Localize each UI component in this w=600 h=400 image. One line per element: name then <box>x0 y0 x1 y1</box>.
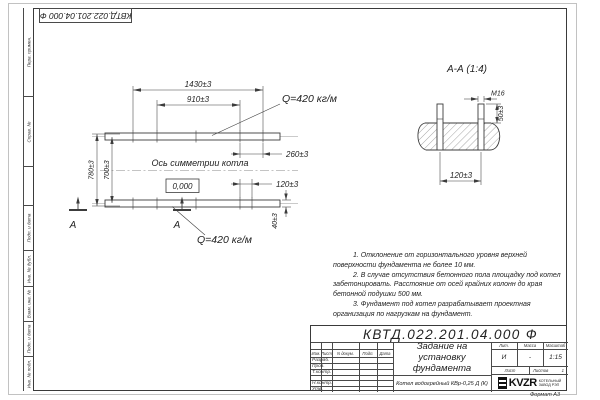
top-embedded-bar <box>105 133 280 140</box>
margin-field-podp-data-2: Подп. и дата <box>24 322 34 357</box>
note-3: 3. Фундамент под котел разрабатывает проектная организация по нагрузкам на фундамент. <box>333 300 531 318</box>
note-1: 1. Отклонение от горизонтального уровня верхней поверхности фундамента не более 10 мм. <box>333 252 527 269</box>
row-razrab: Разраб. <box>312 357 330 363</box>
thread-label: М16 <box>491 90 505 98</box>
col-list: Лист <box>321 350 332 356</box>
row-prov: Пров. <box>312 363 325 369</box>
dim-1430-label: 1430±3 <box>184 80 212 89</box>
dim-910 <box>157 100 240 131</box>
anchor-stud-left <box>437 104 443 150</box>
product-name: Котел водогрейный КВр-0,25 Д (К) <box>396 380 488 387</box>
kvzr-logo-text: KVZR <box>508 377 537 389</box>
bottom-embedded-bar <box>105 200 280 207</box>
section-arrow-left <box>69 197 87 211</box>
margin-field-podp-data-1: Подп. и дата <box>24 206 34 251</box>
elevation-value: 0,000 <box>172 182 193 191</box>
dim-780-label: 780±3 <box>88 160 96 180</box>
sheets-cell: Листов 1 <box>533 367 564 373</box>
lit-label: Лит. <box>499 343 509 348</box>
load-label-bottom: Q=420 кг/м <box>197 234 252 246</box>
mass-label: Масса <box>523 343 537 348</box>
dim-260-label: 260±3 <box>286 150 309 159</box>
sheet-label: Лист <box>504 367 516 373</box>
symmetry-axis-label: Ось симметрии котла <box>151 158 249 168</box>
dim-260 <box>231 143 282 158</box>
foundation-block <box>418 123 500 150</box>
dim-700-label: 700±3 <box>104 160 111 180</box>
margin-field-vzam-inv: Взам. инв. № <box>24 287 34 322</box>
section-letter-right: А <box>173 220 181 231</box>
margin-field-perv-primen: Перв. примен. <box>24 8 34 97</box>
lit-value: И <box>501 354 507 361</box>
doc-number-rotated: КВТД.022.201.04.000 Ф <box>39 10 132 21</box>
kvzr-logo-icon <box>498 377 507 389</box>
col-podp: Подп. <box>362 350 374 356</box>
dim-120-section <box>440 152 481 185</box>
sheets-value: 1 <box>561 367 564 373</box>
row-tkontr: Т.контр. <box>312 369 332 375</box>
dim-1430 <box>133 86 263 131</box>
margin-field-inv-dubl: Инв. № дубл. <box>24 251 34 287</box>
section-title: А-А (1:4) <box>446 64 488 75</box>
col-ndoc: N докум. <box>337 350 354 356</box>
margin-field-sprav: Справ. № <box>24 97 34 167</box>
dim-910-label: 910±3 <box>186 95 210 104</box>
technical-notes <box>333 251 567 320</box>
leader-load-top <box>212 104 280 136</box>
row-nkontr: Н.контр. <box>312 380 333 386</box>
dim-50-label: 50±3 <box>498 105 505 122</box>
note-2: 2. В случае отсутствия бетонного пола площадку под котел забетонировать. Расстояние от осей крайних колонн до края бетонной подушки 500 мм. <box>333 271 561 299</box>
anchor-stud-right <box>478 104 484 150</box>
mass-value: - <box>528 354 532 361</box>
dim-40-label: 40±3 <box>272 213 279 229</box>
anchor-bolt-ticks <box>133 131 263 210</box>
company-name: КОТЕЛЬНЫЙ ЗАВОД РЭП <box>538 378 562 387</box>
load-label-top: Q=420 кг/м <box>282 93 337 105</box>
title-block-designation: КВТД.022.201.04.000 Ф <box>363 326 538 342</box>
section-letter-left: А <box>69 220 77 231</box>
dim-120-plan-label: 120±3 <box>276 180 299 189</box>
row-utv: Утв. <box>312 386 323 392</box>
company-logo-cell <box>491 374 568 392</box>
dim-120-section-label: 120±3 <box>449 171 473 180</box>
dim-120-plan <box>231 179 272 198</box>
col-izm: Изм. <box>311 350 321 356</box>
scale-value: 1:15 <box>549 354 562 361</box>
title-block <box>310 325 567 391</box>
document-name: Задание на установку фундамента <box>412 342 472 374</box>
format-label: Формат А3 <box>529 391 561 398</box>
scale-label: Масштаб <box>545 343 566 348</box>
col-data: Дата <box>379 350 391 356</box>
margin-field-inv-podl: Инв. № подл. <box>26 359 32 389</box>
